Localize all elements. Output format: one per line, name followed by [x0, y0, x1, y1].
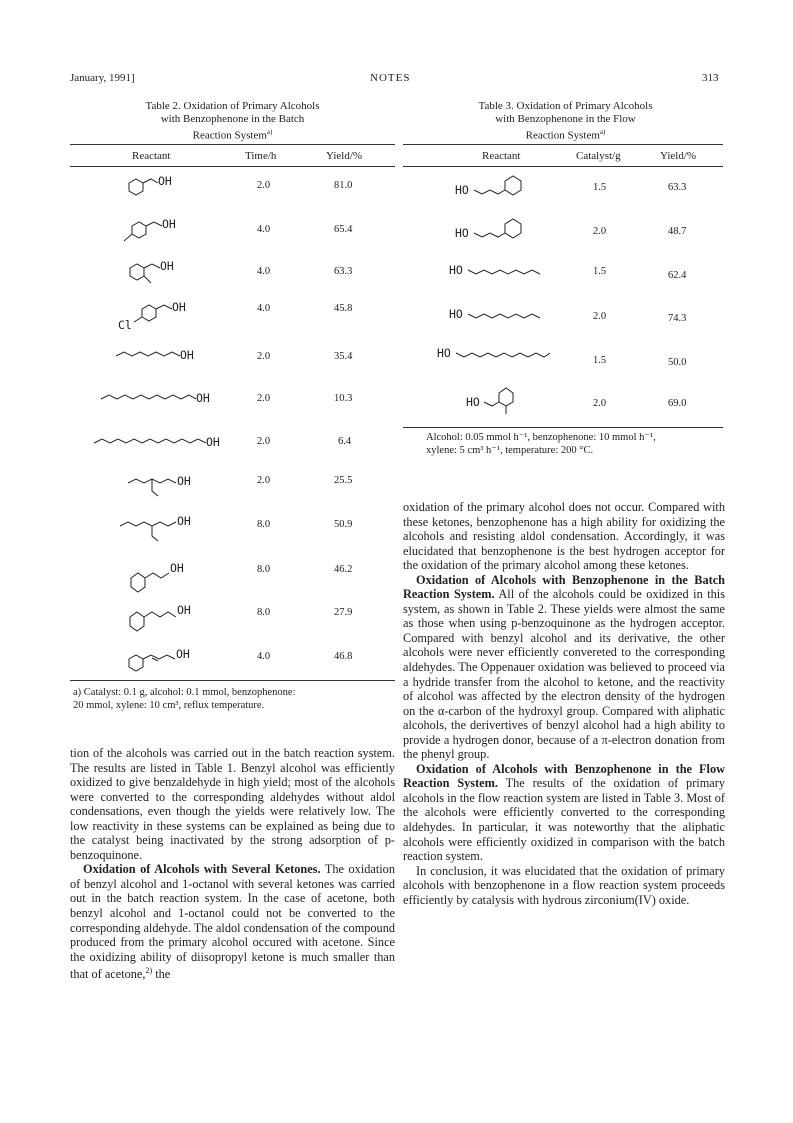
table2-col-reactant: Reactant	[132, 150, 171, 162]
table2-time-11: 8.0	[257, 607, 271, 618]
table3-footnote: Alcohol: 0.05 mmol h⁻¹, benzophenone: 10 mmol h⁻¹, xylene: 5 cm³ h⁻¹, temperature: 200 °C.	[426, 432, 656, 456]
structure-cyclohexylpropanol-flow	[455, 176, 521, 197]
table3-title: Table 3. Oxidation of Primary Alcohols with Benzophenone in the Flow Reaction System$^{a)}$	[478, 100, 653, 142]
section-heading: Oxidation of Alcohols with Benzophenone in the Flow Reaction System.	[403, 761, 725, 791]
paragraph-ketones: Oxidation of Alcohols with Several Ketones. The oxidation of benzyl alcohol and 1-octanol with several ketones was carried out in the batch reaction system. In the case of acetone, both benzyl alcohol and 1-octanol could not be converted to the corresponding aldehyde. The aldol condensation of the compound produced from the primary alcohol occured with acetone. Since the oxidizing ability of diisopropyl ketone is much smaller than that of acetone,$^{2)}$ the	[70, 862, 395, 982]
structure-1-octanol-flow	[449, 307, 540, 321]
table2-time-2: 4.0	[257, 224, 271, 235]
svg-text:OH: OH	[196, 391, 210, 405]
table2-yield-4: 45.8	[334, 303, 353, 314]
section-heading: Oxidation of Alcohols with Benzophenone in the Batch Reaction System.	[403, 572, 725, 602]
structure-1-dodecanol-flow	[437, 346, 550, 360]
svg-text:HO: HO	[466, 395, 480, 409]
svg-text:OH: OH	[170, 561, 184, 575]
paragraph: tion of the alcohols was carried out in the batch reaction system. The results are listed in Table 1. Benzyl alcohol was efficiently oxidized to give benzaldehyde in high yield; most of the alcohols were converted to the corresponding aldehydes without aldol condensations, even though the yields were relatively low. The low reactivity in these systems can be explained as being due to the catalyst being inactivated by the strong adsorption of p-benzoquinone.	[70, 746, 395, 862]
table3-col-yield: Yield/%	[660, 150, 697, 162]
table3-catalyst-3: 1.5	[593, 266, 607, 277]
svg-text:OH: OH	[176, 647, 190, 661]
table3-bottom-rule	[403, 427, 723, 428]
svg-text:HO: HO	[455, 226, 469, 240]
table2-time-5: 2.0	[257, 351, 271, 362]
left-column-text	[70, 746, 395, 982]
table3-yield-2: 48.7	[668, 226, 687, 237]
svg-text:HO: HO	[449, 307, 463, 321]
table3-catalyst-2: 2.0	[593, 226, 607, 237]
table2-yield-9: 50.9	[334, 519, 353, 530]
svg-text:OH: OH	[180, 348, 194, 362]
svg-text:OH: OH	[177, 603, 191, 617]
table2-yield-7: 6.4	[338, 436, 352, 447]
table2-time-1: 2.0	[257, 180, 271, 191]
svg-text:HO: HO	[455, 183, 469, 197]
table2-col-time: Time/h	[245, 150, 277, 162]
svg-text:OH: OH	[160, 259, 174, 273]
svg-text:OH: OH	[206, 435, 220, 449]
table2-time-10: 8.0	[257, 564, 271, 575]
table2-title: Table 2. Oxidation of Primary Alcohols with Benzophenone in the Batch Reaction System$^{a)}$	[145, 100, 320, 142]
table2-time-9: 8.0	[257, 519, 271, 530]
structure-2-methylbenzyl-alcohol-flow	[466, 388, 513, 414]
paragraph: oxidation of the primary alcohol does not occur. Compared with these ketones, benzophenone has a high ability for oxidizing the alcohols and resisting aldol condensation. Accordingly, it was elucidated that benzophenone is the best hydrogen acceptor for the oxidation of the primary alcohol among these ketones.	[403, 500, 725, 573]
table2-yield-10: 46.2	[334, 564, 353, 575]
table2-yield-8: 25.5	[334, 475, 353, 486]
paragraph-conclusion: In conclusion, it was elucidated that the oxidation of primary alcohols with benzophenone in a flow reaction system proceeds efficiently by catalysis with hydrous zirconium(IV) oxide.	[403, 863, 725, 907]
table2-yield-6: 10.3	[334, 393, 353, 404]
section-heading: Oxidation of Alcohols with Several Ketones.	[83, 862, 321, 877]
table2-yield-12: 46.8	[334, 651, 353, 662]
table3-catalyst-1: 1.5	[593, 182, 607, 193]
table2-time-12: 4.0	[257, 651, 271, 662]
svg-text:HO: HO	[437, 346, 451, 360]
table3-yield-5: 50.0	[668, 357, 687, 368]
table2-yield-3: 63.3	[334, 266, 353, 277]
table2-time-3: 4.0	[257, 266, 271, 277]
structure-cyclohexylethanol-flow	[455, 219, 521, 240]
page-number: 313	[702, 72, 719, 84]
table3-catalyst-6: 2.0	[593, 398, 607, 409]
table2-time-6: 2.0	[257, 393, 271, 404]
paragraph-batch: Oxidation of Alcohols with Benzophenone in the Batch Reaction System. All of the alcohols could be oxidized in this system, as shown in Table 2. These yields were almost the same as those when using p-benzoquinone as the hydrogen acceptor. Compared with benzyl alcohol and its derivative, the other alcohols were never efficiently convereted to the corresponding aldehydes. The Oppenauer oxidation was believed to proceed via a hydride transfer from the alcohol to ketone, and the reactivity of alcohol was affected by the electron density of the hydrogen on the α-carbon of the hydroxyl group. Compared with aliphatic alcohols, the derivertives of benzyl alcohol had a high ability to provide a hydrogen donor, because of a π-electron donation from the phenyl group.	[403, 572, 725, 762]
table2-footnote: a) Catalyst: 0.1 g, alcohol: 0.1 mmol, benzophenone: 20 mmol, xylene: 10 cm³, reflux temperature.	[73, 687, 296, 711]
table2-time-7: 2.0	[257, 436, 271, 447]
table2-time-4: 4.0	[257, 303, 271, 314]
svg-text:OH: OH	[172, 300, 186, 314]
svg-text:OH: OH	[162, 217, 176, 231]
table2-yield-11: 27.9	[334, 607, 353, 618]
table2-yield-1: 81.0	[334, 180, 353, 191]
svg-text:HO: HO	[449, 263, 463, 277]
table2-yield-5: 35.4	[334, 351, 353, 362]
table3-yield-4: 74.3	[668, 313, 687, 324]
svg-text:Cl: Cl	[118, 318, 132, 332]
table3-col-catalyst: Catalyst/g	[576, 150, 621, 162]
running-header-title: NOTES	[370, 72, 411, 84]
table2-time-8: 2.0	[257, 475, 271, 486]
table3-yield-1: 63.3	[668, 182, 687, 193]
table3-yield-3: 62.4	[668, 270, 687, 281]
right-column-text	[403, 500, 725, 907]
table2-col-yield: Yield/%	[326, 150, 363, 162]
table3-col-reactant: Reactant	[482, 150, 521, 162]
table2-yield-2: 65.4	[334, 224, 353, 235]
svg-text:OH: OH	[158, 174, 172, 188]
table3-catalyst-4: 2.0	[593, 311, 607, 322]
table3-catalyst-5: 1.5	[593, 355, 607, 366]
running-header-left: January, 1991]	[70, 72, 135, 84]
svg-text:OH: OH	[177, 514, 191, 528]
svg-text:OH: OH	[177, 474, 191, 488]
structure-1-decanol-flow	[449, 263, 540, 277]
paragraph-flow: Oxidation of Alcohols with Benzophenone in the Flow Reaction System. The results of the oxidation of primary alcohols in the flow reaction system are listed in Table 3. Most of the alcohols were efficiently converted to the corresponding aldehydes. In particular, it was noteworthy that the aliphatic alcohols were efficiently oxidized in comparison with the batch reaction system.	[403, 761, 725, 864]
table3-yield-6: 69.0	[668, 398, 687, 409]
